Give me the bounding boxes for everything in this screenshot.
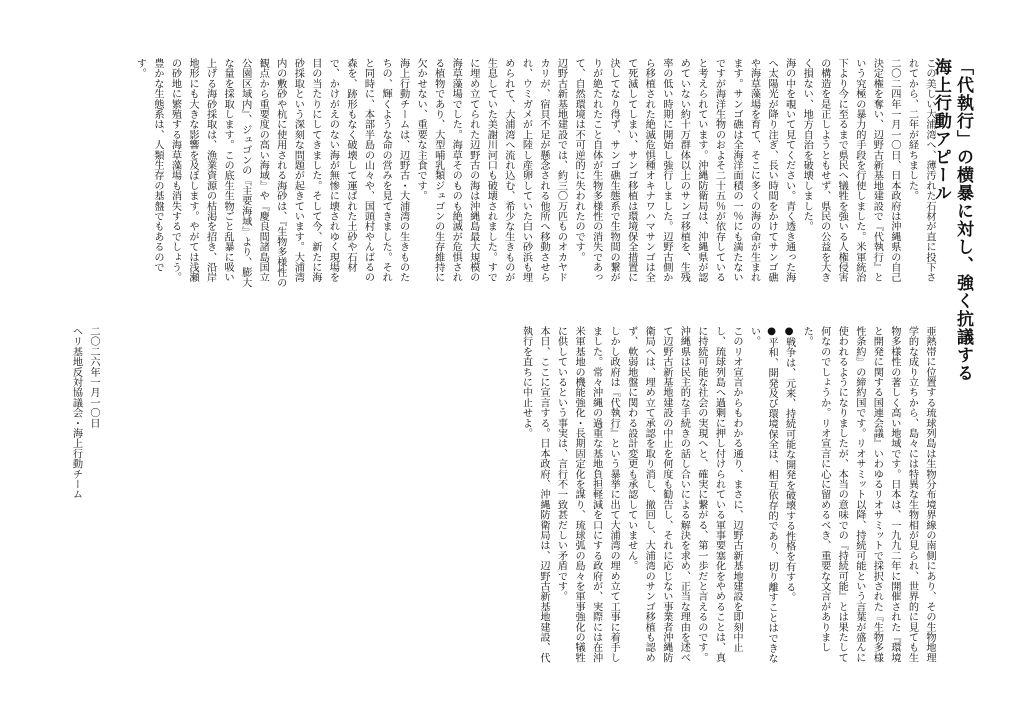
paragraph: このリオ宣言からもわかる通り、まさに、辺野古新基地建設を即刻中止し、琉球列島へ過剰に押し付けられている軍事要塞化をやめることは、真に持続可能な社会の実現へと、確実に繋がる、第一歩だと言えるのです。 — [695, 326, 742, 663]
rio-declaration-item: ●戦争は、元来、持続可能な開発を破壊する性格を有する。 — [783, 326, 795, 603]
upper-section — [134, 58, 938, 292]
title-text: 「代執行」の横暴に対し、強く抗議する 海上行動アピール — [930, 58, 973, 400]
paragraph: 海の中を覗いて見てください。青く透き通った海へ太陽光が降り注ぎ、長い時間をかけてサンゴ礁や海草藻場を育て、そこに多くの海の命が生まれます。サンゴ礁は全海洋面積の一％にも満たないですが海洋生物のおよそ二十五％が依存していると考えられています。沖縄防衛局は、沖縄県が認めていない約十万群体以上のサンゴ移植を、生残率の低い時期に開始し強行しました。辺野古側から移植された絶滅危惧種オキナワハマサンゴは全て死滅してしまい、サンゴ移植は環境保全措置に決してなり得ず、サンゴ礁生態系で生物間の繋がりが絶たれたこと自体が生物多様性の消失であって、自然環境は不可逆的に失われたのです。 — [573, 58, 795, 283]
signature-organization: ヘリ基地反対協議会・海上行動チーム — [70, 326, 82, 500]
declaration-paragraph: 本日、ここに宣言する。日本政府、沖縄防衛局は、辺野古新基地建設、代執行を直ちに中止せよ。 — [520, 326, 549, 663]
signature-date: 二〇二六年一月一〇日 — [88, 326, 99, 428]
signature-block — [62, 326, 102, 672]
paragraph: 海上行動チームは、辺野古・大浦湾の生きものたちの、輝くような命の営みを見てきました。それと同時に、本部半島の山々や、国頭村やんばるの森を、跡形もなく破壊して運ばれた土砂や石材で、かけがえのない海が無惨に壊されゆく現場を目の当たりにしてきました。そして今、新たに海砂採取という深刻な問題が起きています。大浦湾内の敷砂や杭に使用される海砂は、『生物多様性の観点から重要度の高い海域』や『慶良間諸島国立公園区域内』、ジュゴンの『主要海域』より、膨大な量を採取します。この底生生物ごと乱暴に吸い上げる海砂採取は、漁業資源の枯渇を招き、沿岸地形にも大きな影響を及ぼします。やがては浅瀬の砂地に繁殖する海草藻場も消失するでしょう。豊かな生態系は、人類生存の基盤でもあるのです。 — [134, 58, 409, 288]
paragraph: 辺野古新基地建設では、約三〇万匹ものオカヤドカリが、宿貝不足が懸念される他所へ移動させられ、ウミガメが上陸し産卵していた白い砂浜も埋められて、大浦湾へ流れ込む、希少な生きものが生息していた美謝川河口も破壊されました。すでに埋め立てられた辺野古の海は沖縄島最大規模の海草藻場でした。海草そのものも絶滅が危惧される植物であり、大型哺乳類ジュゴンの生存維持に欠かせない、重要な主食です。 — [415, 58, 567, 283]
paragraph: 亜熱帯に位置する琉球列島は生物分布境界線の南側にあり、その生物地理学的な成り立ちから、島々には特異な生物相が見られ、世界的に見ても生物多様性の著しく高い地域です。日本は、一九九二年に開催された『環境と開発に関する国連会議』いわゆるリオサミットで採択された『生物多様性条約』の締約国です。リオサミット以降、持続可能という言葉が盛んに使われるようになりましたが、本当の意味での『持続可能』とは果たして何なのでしょうか。リオ宣言に心に留めるべき、重要な文言がありました。 — [801, 326, 935, 663]
paragraph: この美しい大浦湾へ、薄汚れた石材が直に投下されてから、二年が経ちました。 — [906, 58, 935, 283]
paragraph: しかし政府は『代執行』という暴挙に出て大浦湾の埋め立て工事に着手しました。常々沖縄の過重な基地負担軽減を口にする政府が、実際には在沖米軍基地の機能強化・長期固定化を謀り、琉球弧の島々を軍事強化の犠牲に供しているという事実は、言行不一致甚だしい矛盾です。 — [555, 326, 620, 663]
rio-declaration-item: ●平和、開発及び環境保全は、相互依存的であり、切り離すことはできない。 — [748, 326, 778, 664]
paragraph: 二〇二四年一月一〇日、日本政府は沖縄県の自己決定権を奪い、辺野古新基地建設で『代執行』という究極の暴力的手段を行使しました。米軍統治下より今に至るまで県民へ犠牲を強いる人権侵害の構造を是正しようともせず、県民の公益を大きく損ない、地方自治を破壊しました。 — [801, 58, 900, 283]
paragraph: 沖縄県は民主的な手続きの話し合いによる解決を求め、正当な理由を述べて辺野古新基地建設の中止を何度も勧告し、それに応じない事業者沖縄防衛局へは、埋め立て承認を取り消し、撤回し、大浦湾のサンゴ移植も認めず、軟弱地盤に関わる設計変更も承認していません。 — [625, 326, 690, 663]
lower-section — [138, 326, 938, 672]
